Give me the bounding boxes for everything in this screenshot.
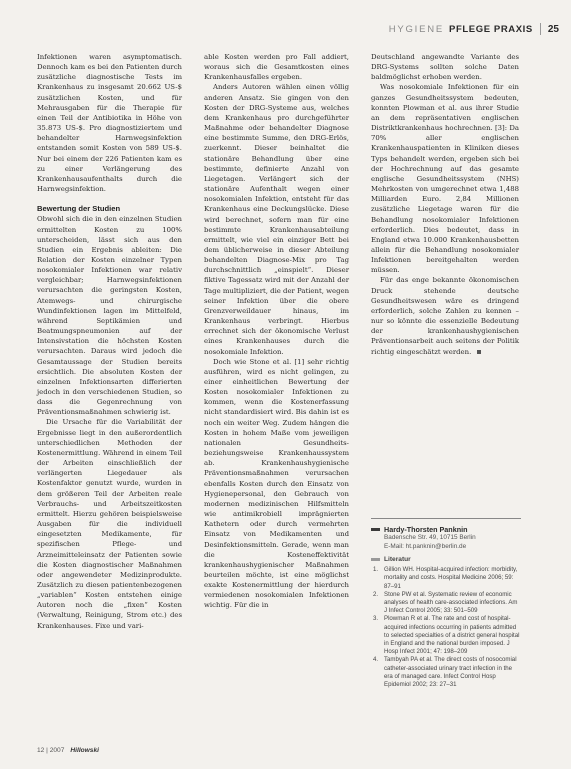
text-column-2 — [204, 52, 349, 611]
author-bar-icon — [371, 528, 380, 531]
literature-heading — [371, 555, 521, 564]
page-footer — [37, 747, 99, 754]
reference-item — [371, 656, 521, 689]
reference-item — [371, 566, 521, 591]
paragraph: Infektionen waren asymptomatisch. Dennoch kam es bei den Patienten durch zusätzliche diagnostische Tests im Krankenhaus zu insgesamt 20.662 US-$ zusätzlichen Kosten, und für Mehrausgaben für die Therapie für einen Teil der Antibiotika in Höhe von 35.873 US-$. Pro diagnostiziertem und behandelter Harnwegsinfektion entstanden somit Kosten von 589 US-$. Nur bei einem der 226 Patienten kam es zu einer Verlängerung des Krankenhausaufenthalts durch die Harnwegsinfektion. — [37, 53, 182, 194]
author-info-box — [371, 518, 521, 689]
literature-bar-icon — [371, 558, 380, 561]
page-number: 25 — [547, 23, 559, 35]
issue-label: 12 | 2007 — [37, 747, 65, 754]
reference-text: Plowman R et al. The rate and cost of hospital-acquired infections occurring in patients admitted to selected specialties of a district general hospital in England and the national burden imposed. J Hosp Infect 2001; 47: 198–209 — [384, 615, 520, 656]
reference-number: 3. — [373, 615, 379, 623]
journal-name: Hillowski — [70, 747, 99, 754]
section-label: HYGIENE — [388, 23, 445, 35]
paragraph: Doch wie Stone et al. [1] sehr richtig ausführen, wird es nicht gelingen, zu einer einheitlichen Bewertung der Kosten nosokomialer Infektionen zu kommen, wenn die Kostenerfassung nicht standardisiert wird. Bis dahin ist es noch ein weiter Weg. Zudem hängen die Kosten in hohem Maße vom jeweiligen nationalen Gesundheits- beziehungsweise Krankenhaussystem ab. Krankenhaushygienische Präventionsmaßnahmen verursachen ebenfalls Kosten durch den Einsatz von Hygienepersonal, den Gebrauch von modernen medizinischen Hilfsmitteln wie antimikrobiell imprägnierten Kathetern oder durch vermehrten Einsatz von Medikamenten und Desinfektionsmitteln. Gerade, wenn man die Kosteneffektivität krankenhaushygienischer Maßnahmen beurteilen möchte, ist eine möglichst exakte Kostenermittlung der hierdurch vermiedenen nosokomialen Infektionen wichtig. Für die in — [204, 357, 349, 610]
reference-text: Stone PW et al. Systematic review of economic analyses of health care-associated infections. Am J Infect Control 2005; 33: 501–509 — [384, 590, 518, 615]
paragraph — [371, 275, 519, 356]
reference-number: 1. — [373, 566, 379, 574]
paragraph-text: Für das enge bekannte ökonomischen Druck stehende deutsche Gesundheitswesen wäre es dringend erforderlich, solche Zahlen zu kennen – nur so könnte die essenzielle Bedeutung der krankenhaushygienischen Präventionsarbeit auch seitens der Politik richtig eingeschätzt werden. — [371, 276, 519, 356]
author-address: Badensche Str. 49, 10715 Berlin — [384, 534, 476, 541]
paragraph: Was nosokomiale Infektionen für ein ganzes Gesundheitssystem bedeuten, konnten Plowman et al. aus ihrer Studie an dem repräsentativen englischen Distriktkrankenhaus hochrechnen. [3]: Da 70% aller englischen Krankenhauspatienten in Kliniken dieses Typs behandelt werden, ergeben sich bei der Hochrechnung auf das gesamte englische Gesundheitssystem (NHS) Mehrkosten von umgerechnet etwa 1,488 Milliarden Euro. 2,84 Millionen zusätzliche Liegetage waren für die Behandlung nosokomialer Infektionen erforderlich. Dies bedeutet, dass in England etwa 10.000 Krankenhausbetten allein für die Behandlung nosokomialer Infektionen bereitgehalten werden müssen. — [371, 83, 519, 275]
subheading: Bewertung der Studien — [37, 204, 121, 214]
paragraph: Obwohl sich die in den einzelnen Studien ermittelten Kosten zu 100% unterscheiden, lässt sich aus den Studien ein Ergebnis ableiten: Die Relation der Kosten einzelner Typen nosokomialer Infektionen war relativ vergleichbar; Harnwegsinfektionen verursachten die geringsten Kosten, Atemwegs- und chirurgische Wundinfektionen lagen im Mittelfeld, während Septikämien und Beatmungspneumonien auf der Intensivstation die höchsten Kosten verursachten. Daraus wird jedoch die Gesamtaussage der Studien bereits ersichtlich. Die absoluten Kosten der einzelnen Infektionsarten differierten jedoch in den verschiedenen Studien, so dass die Gegenrechnung von Präventionsmaßnahmen schwierig ist. — [37, 215, 182, 417]
literature-label: Literatur — [384, 556, 411, 564]
author-line — [371, 525, 521, 534]
reference-number: 4. — [373, 656, 379, 664]
paragraph: able Kosten werden pro Fall addiert, woraus sich die Gesamtkosten eines Krankenhausfalles ergeben. — [204, 53, 349, 82]
reference-item — [371, 615, 521, 656]
author-name: Hardy-Thorsten Panknin — [384, 525, 468, 534]
paragraph: Anders Autoren wählen einen völlig anderen Ansatz. Sie gingen von den Kosten der DRG-Systeme aus, welches dem Krankenhaus pro durchgeführter Maßnahme oder behandelter Diagnose eine bestimmte Summe, den DRG-Erlös, zuerkennt. Dieser beinhaltet die stationäre Behandlung über eine bestimmte, definierte Anzahl von Liegetagen. Verlängert sich der stationäre Aufenthalt wegen einer nosokomialen Infektion, entsteht für das Krankenhaus eine Deckungslücke. Diese wird berechnet, sofern man für eine bestimmte Krankenhausabteilung ermittelt, wie viel ein einziger Bett bei dem üblicherweise in dieser Abteilung behandelten Diagnose-Mix pro Tag durchschnittlich „einspielt“. Dieser fiktive Tagessatz wird mit der Anzahl der Tage multipliziert, die der Patient, wegen seiner Infektion über die obere Grenzverweildauer hinaus, im Krankenhaus verbringt. Hierbus errechnet sich der ökonomische Verlust eines Krankenhauses durch die nosokomiale Infektion. — [204, 83, 350, 356]
text-column-1 — [37, 52, 182, 631]
paragraph: Die Ursache für die Variabilität der Ergebnisse liegt in den außerordentlich unterschiedlichen Methoden der Kostenermittlung. Während in einem Teil der Arbeiten einschließlich der verlängerten Liegedauer als Kostenfaktor genutzt wurde, wurden in dem größeren Teil der Arbeiten reale Verbrauchs- und Arbeitszeitkosten ermittelt. Hierzu gehören beispielsweise Ausgaben für die individuell eingesetzten Medikamente, für spezifischen Pflege- und Arzneimitteleinsatz der Patienten sowie die Kosten diagnostischer Maßnahmen oder angewendeter Medizinprodukte. Zusätzlich zu diesen patientenbezogenen „variablen“ Kosten entstehen einige Autoren noch die „fixen“ Kosten (Verwaltung, Reinigung, Strom etc.) des Krankenhauses. Fixe und vari- — [37, 418, 182, 630]
author-divider — [371, 518, 521, 519]
article-end-mark — [477, 350, 481, 354]
text-column-3 — [371, 52, 519, 357]
reference-item — [371, 591, 521, 616]
header-divider — [540, 23, 541, 35]
reference-text: Tambyah PA et al. The direct costs of nosocomial catheter-associated urinary tract infection in the era of managed care. Infect Control Hosp Epidemiol 2002; 23: 27–31 — [384, 656, 517, 689]
paragraph: Deutschland angewandte Variante des DRG-Systems sollten solche Daten baldmöglichst erhoben werden. — [371, 53, 519, 82]
reference-list — [371, 566, 521, 689]
author-email[interactable]: E-Mail: ht.panknin@berlin.de — [384, 542, 467, 550]
journal-section-title: PFLEGE PRAXIS — [449, 23, 533, 35]
page-header — [389, 22, 559, 36]
reference-number: 2. — [373, 590, 379, 598]
reference-text: Gillion WH. Hospital-acquired infection: morbidity, mortality and costs. Hospital Medicine 2006; 59: 87–91 — [384, 566, 518, 590]
